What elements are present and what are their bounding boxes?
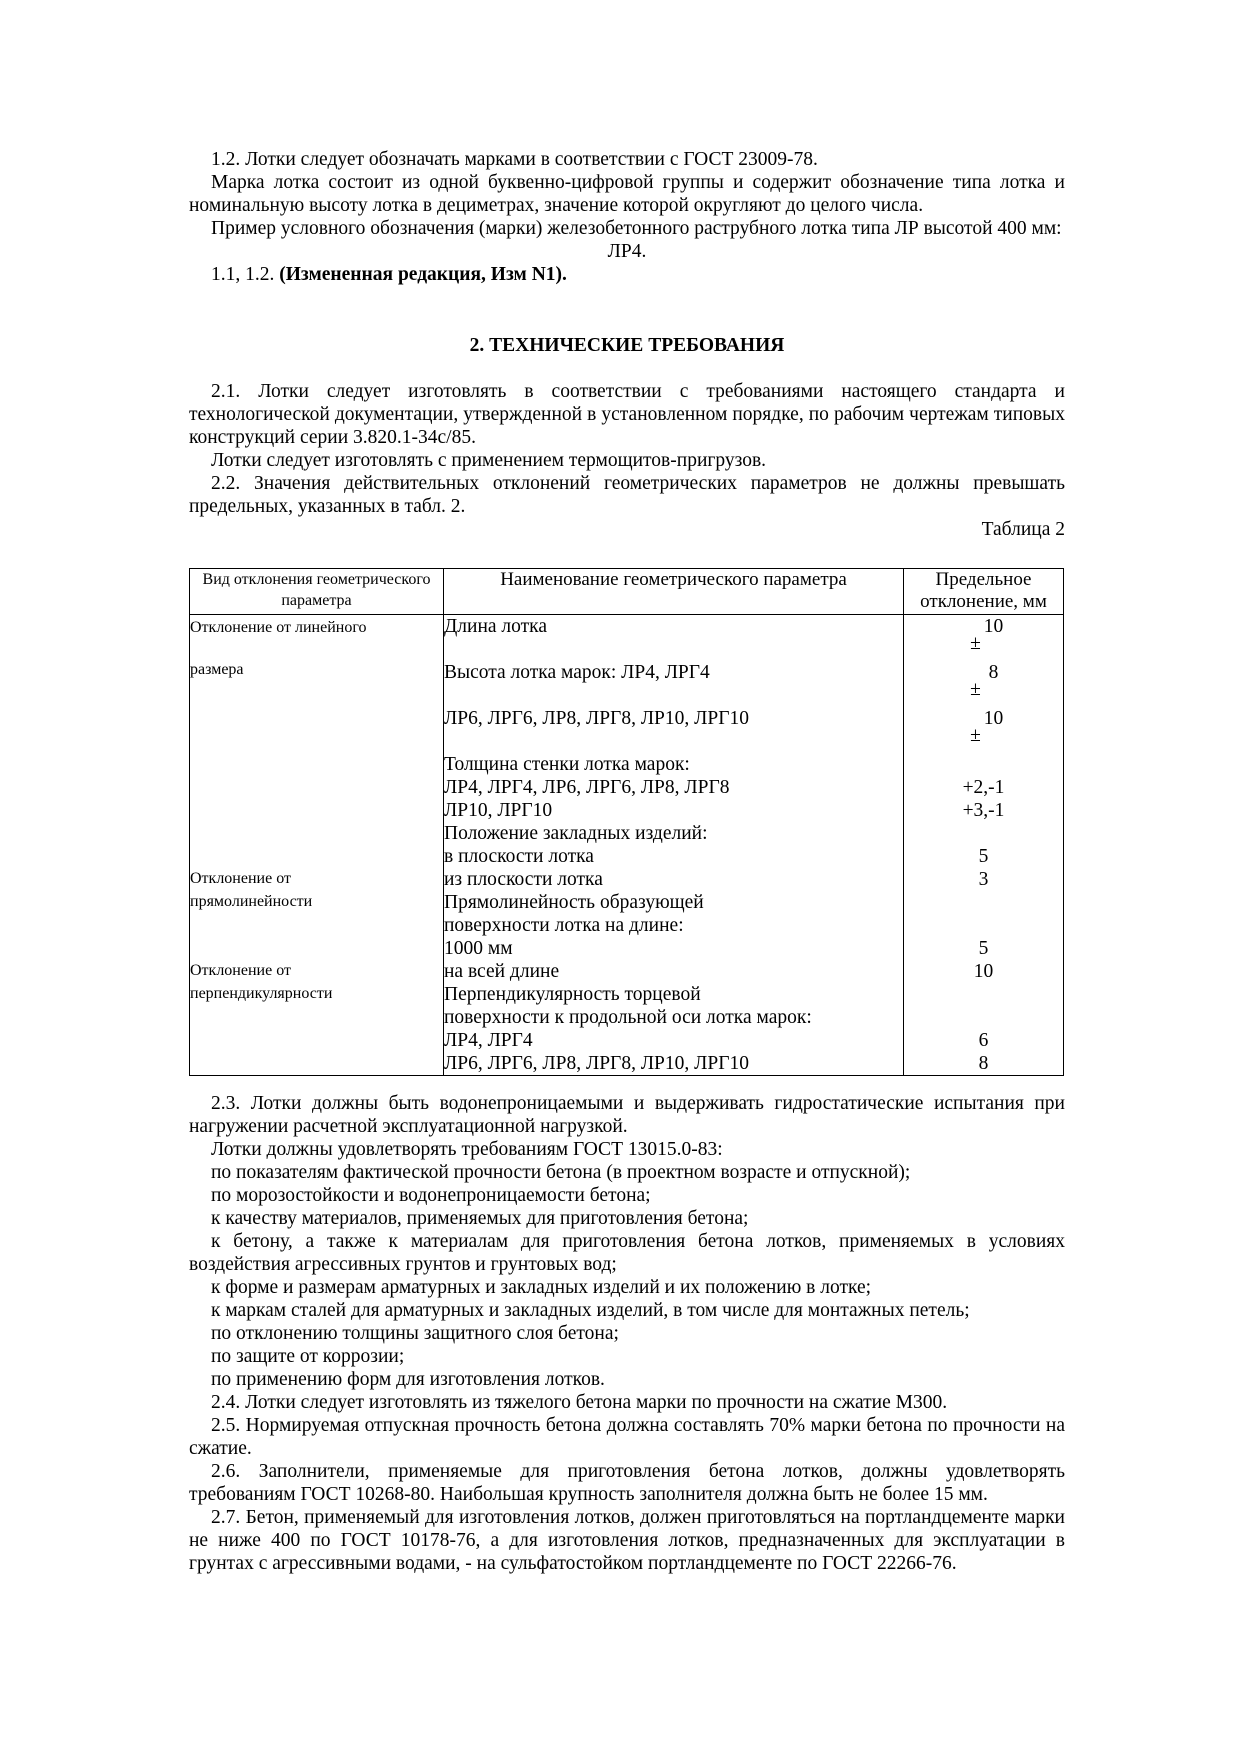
plus-minus-sign: ± — [970, 679, 981, 700]
limit-value — [904, 822, 1063, 845]
param-line: Положение закладных изделий: — [444, 823, 708, 844]
paragraph-2-1: 2.1. Лотки следует изготовлять в соответствии с требованиями настоящего стандарта и технологической документации, утвержденной в установленном порядке, по рабочим чертежам типовых конструкций серии 3.820.1-34с/85. — [189, 381, 1065, 448]
list-item: к маркам сталей для арматурных и закладных изделий, в том числе для монтажных петель; — [211, 1300, 970, 1321]
param-line: ЛР10, ЛРГ10 — [444, 800, 553, 821]
limit-value — [904, 1006, 1063, 1029]
deviation-type-line: Отклонение от — [190, 962, 291, 979]
limit-cell — [904, 707, 1063, 753]
limit-value — [904, 753, 1063, 776]
param-line: Толщина стенки лотка марок: — [444, 754, 690, 775]
table-col-limit — [904, 615, 1064, 1076]
list-item: по применению форм для изготовления лотков. — [211, 1369, 605, 1390]
limit-cell — [904, 661, 1063, 707]
paragraph-2-3: 2.3. Лотки должны быть водонепроницаемыми и выдерживать гидростатические испытания при нагружении расчетной эксплуатационной нагрузкой. — [189, 1093, 1065, 1137]
param-line: ЛР4, ЛРГ4, ЛР6, ЛРГ6, ЛР8, ЛРГ8 — [444, 777, 730, 798]
paragraph-example-intro: Пример условного обозначения (марки) железобетонного раструбного лотка типа ЛР высотой 400 мм: — [211, 218, 1062, 239]
list-item: к бетону, а также к материалам для приготовления бетона лотков, применяемых в условиях воздействия агрессивных грунтов и грунтовых вод; — [189, 1231, 1065, 1275]
list-item: к качеству материалов, применяемых для приготовления бетона; — [211, 1208, 749, 1229]
paragraph-2-7: 2.7. Бетон, применяемый для изготовления лотков, должен приготовляться на портландцементе марки не ниже 400 по ГОСТ 10178-76, а для изготовления лотков, предназначенных для эксплуатации в грунтах с агрессивными водами, - на сульфатостойком портландцементе по ГОСТ 22266-76. — [189, 1507, 1065, 1574]
list-item: к форме и размерам арматурных и закладных изделий и их положению в лотке; — [211, 1277, 872, 1298]
bottom-block — [189, 1092, 1065, 1575]
table-header-parameter-name: Наименование геометрического параметра — [444, 569, 904, 615]
param-line: из плоскости лотка — [444, 869, 603, 890]
list-item: по показателям фактической прочности бетона (в проектном возрасте и отпускной); — [211, 1162, 911, 1183]
limit-value: 10 — [973, 961, 994, 982]
param-line: ЛР4, ЛРГ4 — [444, 1030, 533, 1051]
edition-note-prefix: 1.1, 1.2. — [211, 264, 280, 285]
paragraph-2-4: 2.4. Лотки следует изготовлять из тяжелого бетона марки по прочности на сжатие М300. — [211, 1392, 948, 1413]
table-body-row — [190, 615, 1064, 1076]
paragraph-2-5: 2.5. Нормируемая отпускная прочность бетона должна составлять 70% марки бетона по прочности на сжатие. — [189, 1415, 1065, 1459]
limit-value: 3 — [978, 869, 989, 890]
paragraph-mark-description: Марка лотка состоит из одной буквенно-цифровой группы и содержит обозначение типа лотка и номинальную высоту лотка в дециметрах, значение которой округляют до целого числа. — [189, 172, 1065, 216]
top-block — [189, 148, 1065, 286]
limit-value: +2,-1 — [962, 777, 1005, 798]
list-item: по отклонению толщины защитного слоя бетона; — [211, 1323, 619, 1344]
table-col-parameter — [444, 615, 904, 1076]
param-line: Длина лотка — [444, 616, 548, 637]
deviation-type-line: Отклонение от — [190, 870, 291, 887]
limit-value: +3,-1 — [962, 800, 1005, 821]
limit-value — [904, 914, 1063, 937]
param-line: поверхности лотка на длине: — [444, 915, 684, 936]
param-line: Перпендикулярность торцевой — [444, 984, 701, 1005]
param-line: 1000 мм — [444, 938, 513, 959]
paragraph-1-2: 1.2. Лотки следует обозначать марками в соответствии с ГОСТ 23009-78. — [211, 149, 818, 170]
param-line: Высота лотка марок: ЛР4, ЛРГ4 — [444, 662, 710, 683]
param-line: поверхности к продольной оси лотка марок: — [444, 1007, 812, 1028]
section-title: 2. ТЕХНИЧЕСКИЕ ТРЕБОВАНИЯ — [469, 335, 785, 356]
limit-value: 8 — [978, 1053, 989, 1074]
table-header-row — [190, 569, 1064, 615]
param-line: в плоскости лотка — [444, 846, 594, 867]
param-line: на всей длине — [444, 961, 560, 982]
deviation-type-line: перпендикулярности — [190, 985, 333, 1002]
limit-cell — [904, 615, 1063, 661]
param-line: ЛР6, ЛРГ6, ЛР8, ЛРГ8, ЛР10, ЛРГ10 — [444, 1053, 749, 1074]
list-item: по защите от коррозии; — [211, 1346, 405, 1367]
param-line: ЛР6, ЛРГ6, ЛР8, ЛРГ8, ЛР10, ЛРГ10 — [444, 708, 749, 729]
paragraph-2-3-b: Лотки должны удовлетворять требованиям ГОСТ 13015.0-83: — [211, 1139, 723, 1160]
limit-value: 6 — [978, 1030, 989, 1051]
deviation-type-line: Отклонение от линейного — [190, 619, 367, 636]
example-mark: ЛР4. — [607, 241, 647, 262]
param-line: Прямолинейность образующей — [444, 892, 704, 913]
table-header-limit: Предельное отклонение, мм — [904, 569, 1064, 615]
table-2 — [189, 568, 1064, 1076]
paragraph-2-2: 2.2. Значения действительных отклонений геометрических параметров не должны превышать предельных, указанных в табл. 2. — [189, 473, 1065, 517]
mid-block — [189, 380, 1065, 541]
limit-value — [904, 891, 1063, 914]
table-caption: Таблица 2 — [981, 519, 1065, 540]
deviation-type-line: прямолинейности — [190, 893, 313, 910]
deviation-type-line: размера — [190, 661, 244, 678]
table-header-deviation-type: Вид отклонения геометрического параметра — [190, 569, 444, 615]
edition-note-bold: (Измененная редакция, Изм N1). — [279, 264, 567, 285]
plus-minus-sign: ± — [970, 725, 981, 746]
plus-minus-sign: ± — [970, 633, 981, 654]
list-item: по морозостойкости и водонепроницаемости бетона; — [211, 1185, 651, 1206]
limit-value: 5 — [978, 846, 989, 867]
paragraph-2-6: 2.6. Заполнители, применяемые для приготовления бетона лотков, должны удовлетворять требованиям ГОСТ 10268-80. Наибольшая крупность заполнителя должна быть не более 15 мм. — [189, 1461, 1065, 1505]
limit-value: 10 — [983, 616, 1004, 637]
limit-value — [904, 983, 1063, 1006]
limit-value: 5 — [978, 938, 989, 959]
edition-note — [189, 263, 1065, 286]
paragraph-2-1-b: Лотки следует изготовлять с применением термощитов-пригрузов. — [211, 450, 767, 471]
limit-value: 10 — [983, 708, 1004, 729]
limit-value: 8 — [988, 662, 999, 683]
table-col-deviation-type — [190, 615, 444, 1076]
